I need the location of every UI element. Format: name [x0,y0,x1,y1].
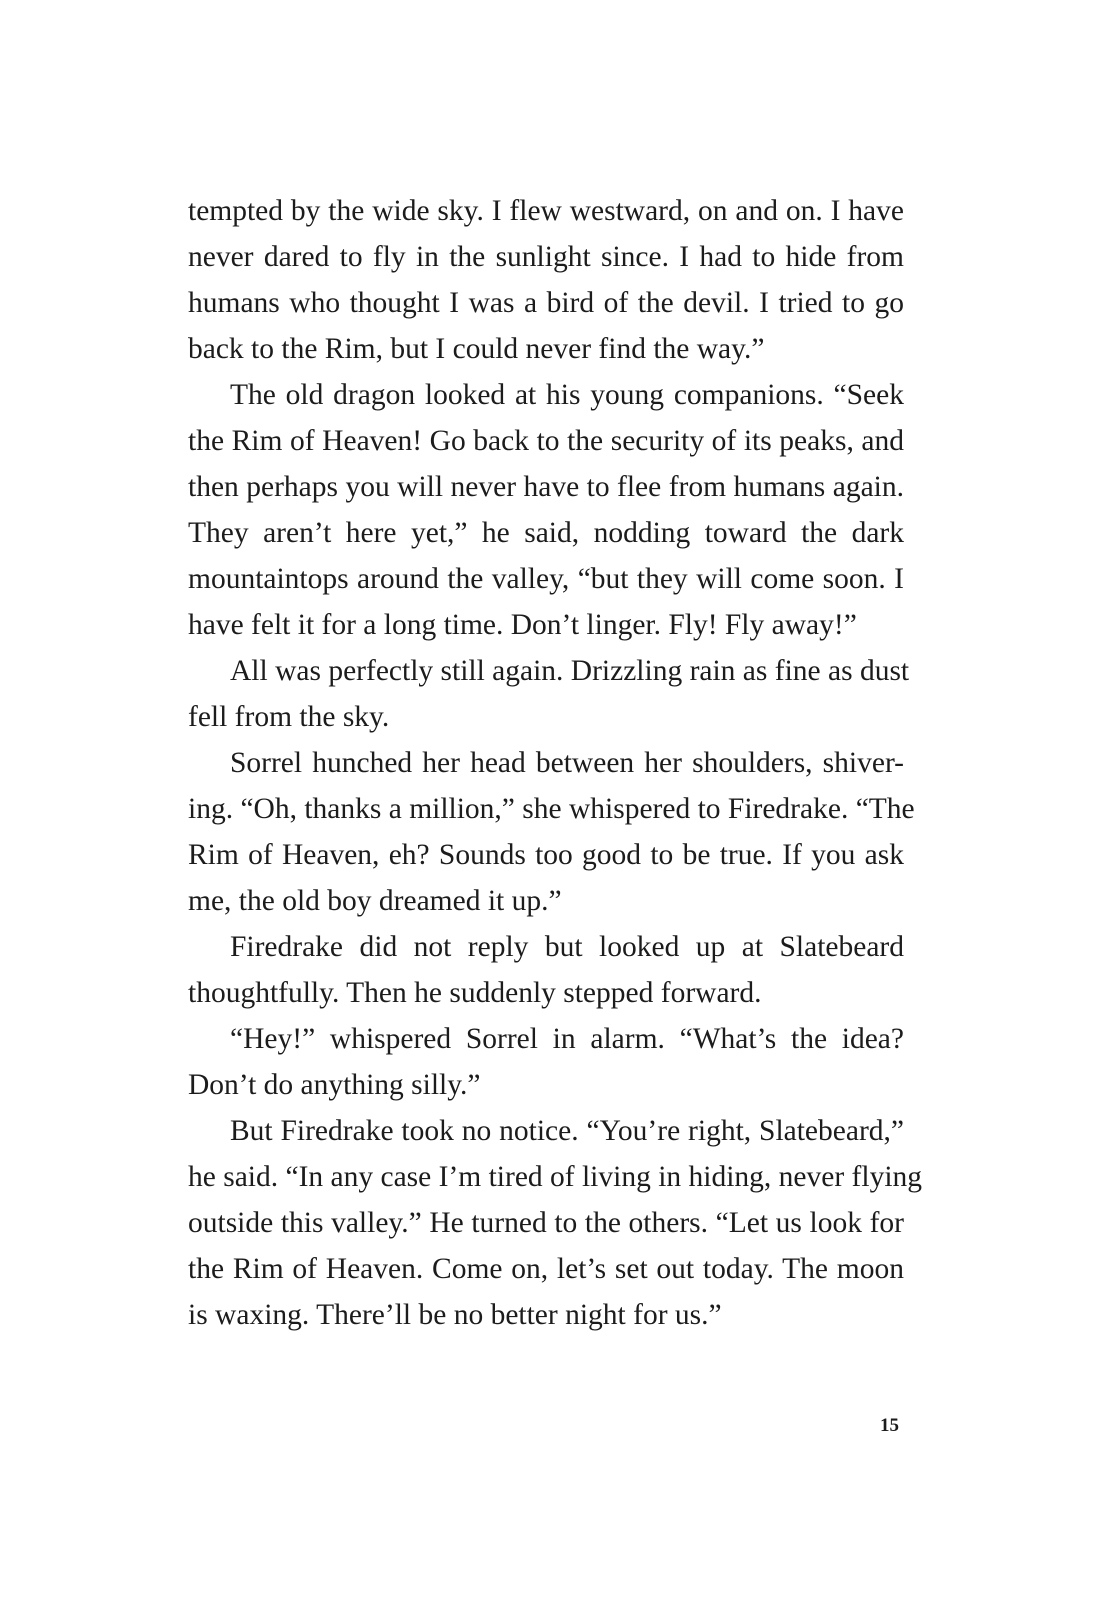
text-line: me, the old boy dreamed it up.” [188,885,562,917]
text-line: outside this valley.” He turned to the others. “Let us look for [188,1207,904,1239]
text-line: he said. “In any case I’m tired of living in hiding, never flying [188,1161,923,1193]
text-line: humans who thought I was a bird of the devil. I tried to go [188,287,904,319]
paragraph [188,648,910,740]
text-line: Firedrake did not reply but looked up at Slatebeard [230,931,904,963]
text-line: Sorrel hunched her head between her shoulders, shiver- [230,747,904,779]
text-line: But Firedrake took no notice. “You’re right, Slatebeard,” [230,1115,904,1147]
text-line: the Rim of Heaven! Go back to the security of its peaks, and [188,425,904,457]
text-line: never dared to fly in the sunlight since. I had to hide from [188,241,904,273]
page-number: 15 [880,1415,899,1436]
paragraph [188,1016,904,1108]
text-line: They aren’t here yet,” he said, nodding toward the dark [188,517,904,549]
paragraph [188,1108,923,1338]
text-line: have felt it for a long time. Don’t linger. Fly! Fly away!” [188,609,857,641]
paragraph [188,740,915,924]
paragraph [188,924,904,1016]
text-line: thoughtfully. Then he suddenly stepped forward. [188,977,762,1009]
text-line: All was perfectly still again. Drizzling rain as fine as dust [230,655,910,687]
body-text [188,188,923,1338]
text-line: tempted by the wide sky. I flew westward, on and on. I have [188,195,904,227]
text-line: Rim of Heaven, eh? Sounds too good to be true. If you ask [188,839,904,871]
text-line: then perhaps you will never have to flee from humans again. [188,471,904,503]
text-line: mountaintops around the valley, “but they will come soon. I [188,563,904,595]
paragraph [188,188,904,372]
text-line: the Rim of Heaven. Come on, let’s set out today. The moon [188,1253,904,1285]
text-line: “Hey!” whispered Sorrel in alarm. “What’s the idea? [230,1023,904,1055]
text-line: back to the Rim, but I could never find the way.” [188,333,765,365]
text-line: ing. “Oh, thanks a million,” she whispered to Firedrake. “The [188,793,915,825]
text-line: is waxing. There’ll be no better night for us.” [188,1299,722,1331]
paragraph [188,372,904,648]
text-line: fell from the sky. [188,701,390,733]
text-line: Don’t do anything silly.” [188,1069,481,1101]
text-line: The old dragon looked at his young companions. “Seek [230,379,904,411]
